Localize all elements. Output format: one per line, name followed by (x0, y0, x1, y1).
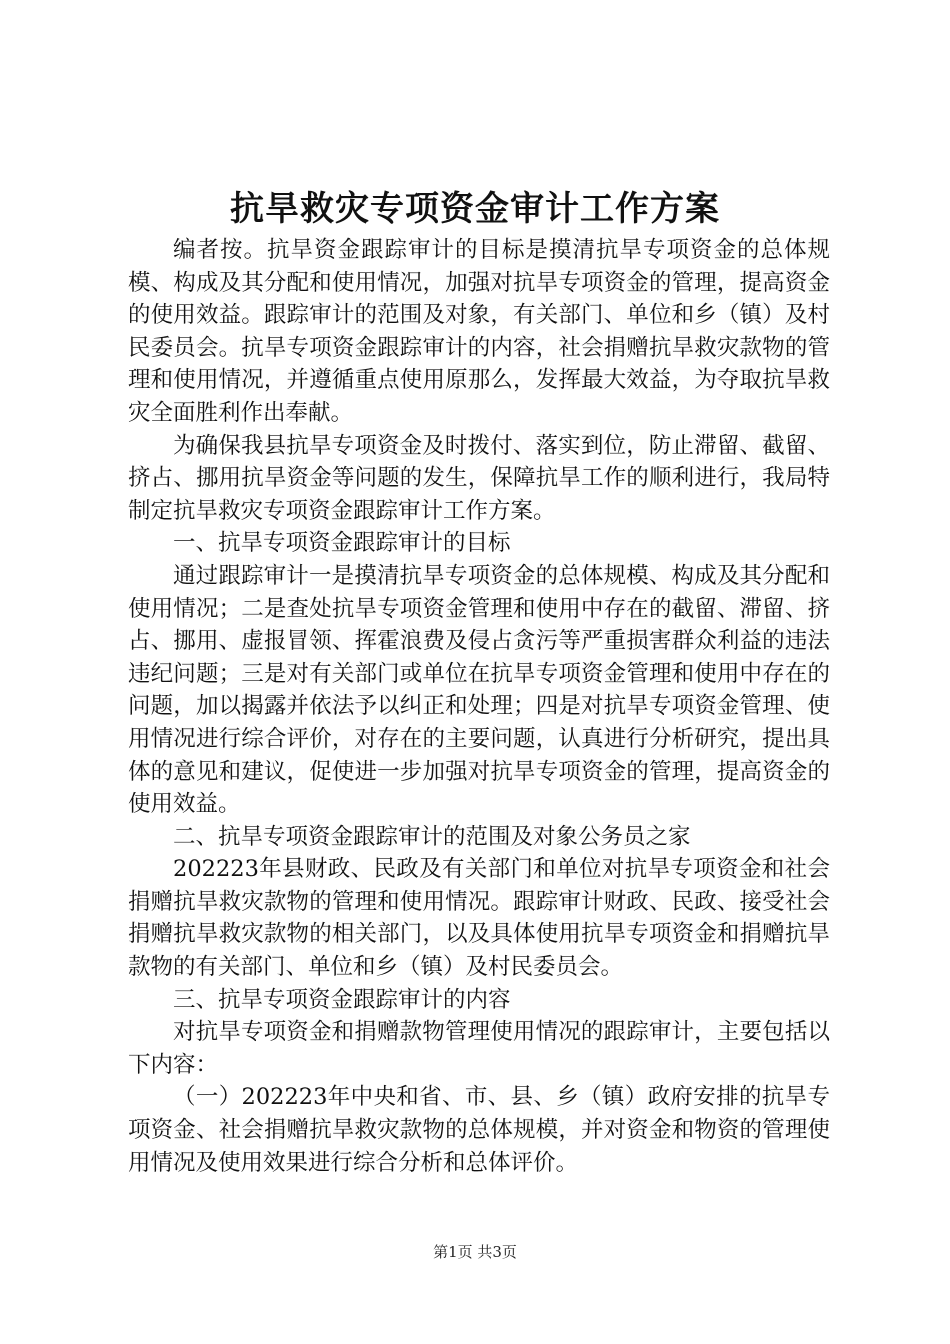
page-footer: 第1页 共3页 (433, 1243, 517, 1261)
section-heading-scope: 二、抗旱专项资金跟踪审计的范围及对象公务员之家 (173, 823, 691, 850)
paragraph-goals: 通过跟踪审计一是摸清抗旱专项资金的总体规模、构成及其分配和使用情况；二是查处抗旱专项资金管理和使用中存在的截留、滞留、挤占、挪用、虚报冒领、挥霍浪费及侵占贪污等严重损害群众利益的违法违纪问题；三是对有关部门或单位在抗旱专项资金管理和使用中存在的问题，加以揭露并依法予以纠正和处理；四是对抗旱专项资金管理、使用情况进行综合评价，对存在的主要问题，认真进行分析研究，提出具体的意见和建议，促使进一步加强对抗旱专项资金的管理，提高资金的使用效益。 (128, 562, 830, 818)
paragraph-scope: 202223年县财政、民政及有关部门和单位对抗旱专项资金和社会捐赠抗旱救灾款物的管理和使用情况。跟踪审计财政、民政、接受社会捐赠抗旱救灾款物的相关部门，以及具体使用抗旱专项资金和捐赠抗旱款物的有关部门、单位和乡（镇）及村民委员会。 (128, 856, 830, 981)
paragraph-content-intro: 对抗旱专项资金和捐赠款物管理使用情况的跟踪审计，主要包括以下内容： (128, 1019, 830, 1078)
document-title: 抗旱救灾专项资金审计工作方案 (230, 189, 720, 229)
section-heading-content: 三、抗旱专项资金跟踪审计的内容 (173, 986, 511, 1013)
section-heading-goals: 一、抗旱专项资金跟踪审计的目标 (173, 530, 511, 557)
paragraph-content-item-1: （一）202223年中央和省、市、县、乡（镇）政府安排的抗旱专项资金、社会捐赠抗旱救灾款物的总体规模，并对资金和物资的管理使用情况及使用效果进行综合分析和总体评价。 (128, 1084, 830, 1176)
paragraph-editor-note: 编者按。抗旱资金跟踪审计的目标是摸清抗旱专项资金的总体规模、构成及其分配和使用情况，加强对抗旱专项资金的管理，提高资金的使用效益。跟踪审计的范围及对象，有关部门、单位和乡（镇）及村民委员会。抗旱专项资金跟踪审计的内容，社会捐赠抗旱救灾款物的管理和使用情况，并遵循重点使用原那么，发挥最大效益，为夺取抗旱救灾全面胜利作出奉献。 (128, 237, 830, 426)
paragraph-purpose: 为确保我县抗旱专项资金及时拨付、落实到位，防止滞留、截留、挤占、挪用抗旱资金等问题的发生，保障抗旱工作的顺利进行，我局特制定抗旱救灾专项资金跟踪审计工作方案。 (128, 432, 830, 524)
document-body (128, 234, 830, 1179)
